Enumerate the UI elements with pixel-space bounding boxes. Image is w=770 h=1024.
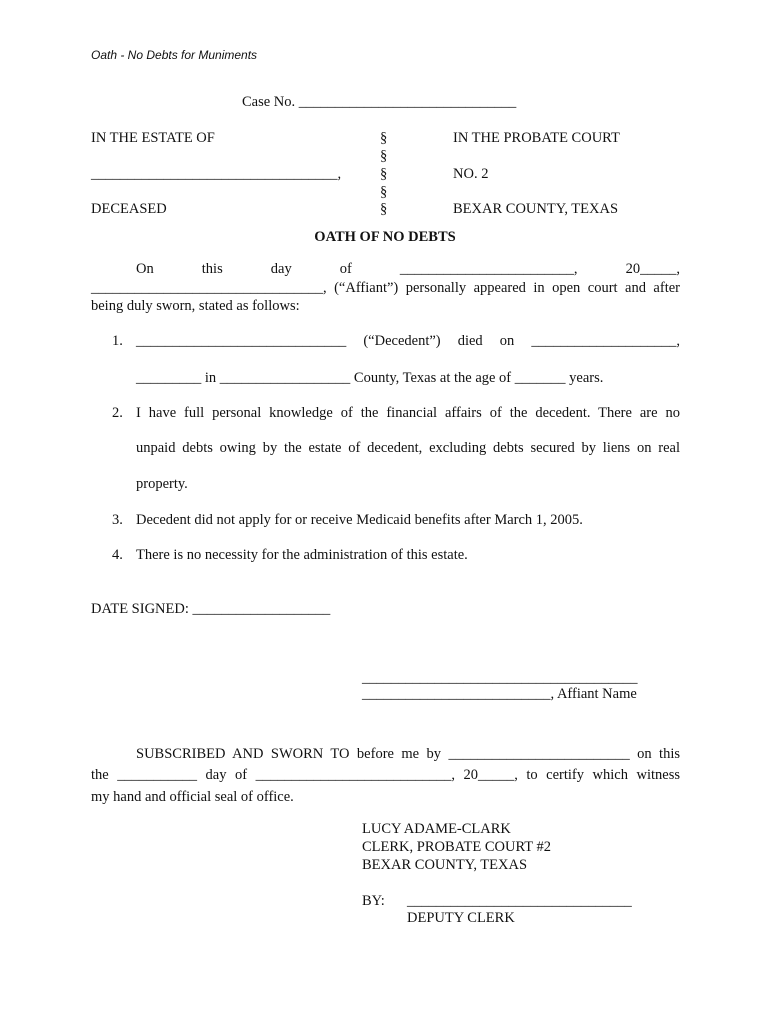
document-title: OATH OF NO DEBTS — [314, 229, 456, 245]
deputy-signature-line: _______________________________ — [407, 893, 632, 909]
clerk-county: BEXAR COUNTY, TEXAS — [362, 857, 528, 873]
decedent-name-blank: _____________________________ — [136, 333, 347, 349]
date-signed-line: DATE SIGNED: ___________________ — [91, 601, 331, 617]
affiant-name-line: __________________________, Affiant Name — [362, 686, 637, 702]
item-2-line-2: unpaid debts owing by the estate of decedent, excluding debts secured by liens on real — [136, 440, 680, 456]
by-label: BY: — [362, 893, 385, 909]
case-number-line: Case No. ______________________________ — [242, 94, 517, 110]
intro-line-2: ________________________________, (“Affiant”) personally appeared in open court and after — [91, 280, 680, 296]
item-number: 2. — [112, 405, 123, 421]
jurat-line-3: my hand and official seal of office. — [91, 789, 294, 805]
intro-word: day — [270, 261, 292, 277]
death-date-blank: ____________________, — [531, 333, 680, 349]
item-word: died — [457, 333, 483, 349]
item-word: on — [499, 333, 515, 349]
item-4-text: There is no necessity for the administration of this estate. — [136, 547, 468, 563]
item-number: 4. — [112, 547, 123, 563]
caption-right-county: BEXAR COUNTY, TEXAS — [453, 201, 619, 217]
section-mark: § — [380, 166, 388, 182]
item-2-line-1: I have full personal knowledge of the financial affairs of the decedent. There are no — [136, 405, 680, 421]
item-1-line-2: _________ in __________________ County, Texas at the age of _______ years. — [136, 370, 604, 386]
section-mark: § — [380, 148, 388, 164]
jurat-line-2: the ___________ day of ___________________________, 20_____, to certify which witness — [91, 767, 680, 783]
caption-right-number: NO. 2 — [453, 166, 489, 182]
section-mark: § — [380, 130, 388, 146]
item-3-text: Decedent did not apply for or receive Medicaid benefits after March 1, 2005. — [136, 512, 583, 528]
intro-line-1 — [136, 261, 680, 278]
jurat-line-1: SUBSCRIBED AND SWORN TO before me by _________________________ on this — [136, 746, 680, 762]
section-mark: § — [380, 184, 388, 200]
affiant-signature-line: ______________________________________ — [362, 670, 638, 686]
intro-line-3: being duly sworn, stated as follows: — [91, 298, 300, 314]
intro-year-blank: 20_____, — [625, 261, 680, 277]
caption-right-court: IN THE PROBATE COURT — [453, 130, 620, 146]
intro-word: this — [201, 261, 223, 277]
item-word: (“Decedent”) — [363, 333, 441, 349]
item-number: 3. — [112, 512, 123, 528]
caption-left-name-line: __________________________________, — [91, 166, 342, 182]
item-1-line-1 — [136, 333, 680, 350]
item-number: 1. — [112, 333, 123, 349]
clerk-name: LUCY ADAME-CLARK — [362, 821, 511, 837]
clerk-title: CLERK, PROBATE COURT #2 — [362, 839, 551, 855]
caption-left-estate: IN THE ESTATE OF — [91, 130, 215, 146]
intro-word: of — [339, 261, 352, 277]
intro-word: On — [136, 261, 154, 277]
header-note: Oath - No Debts for Muniments — [91, 48, 258, 62]
deputy-clerk-label: DEPUTY CLERK — [407, 910, 515, 926]
intro-date-blank: ________________________, — [399, 261, 578, 277]
section-mark: § — [380, 201, 388, 217]
item-2-line-3: property. — [136, 476, 188, 492]
caption-left-deceased: DECEASED — [91, 201, 167, 217]
